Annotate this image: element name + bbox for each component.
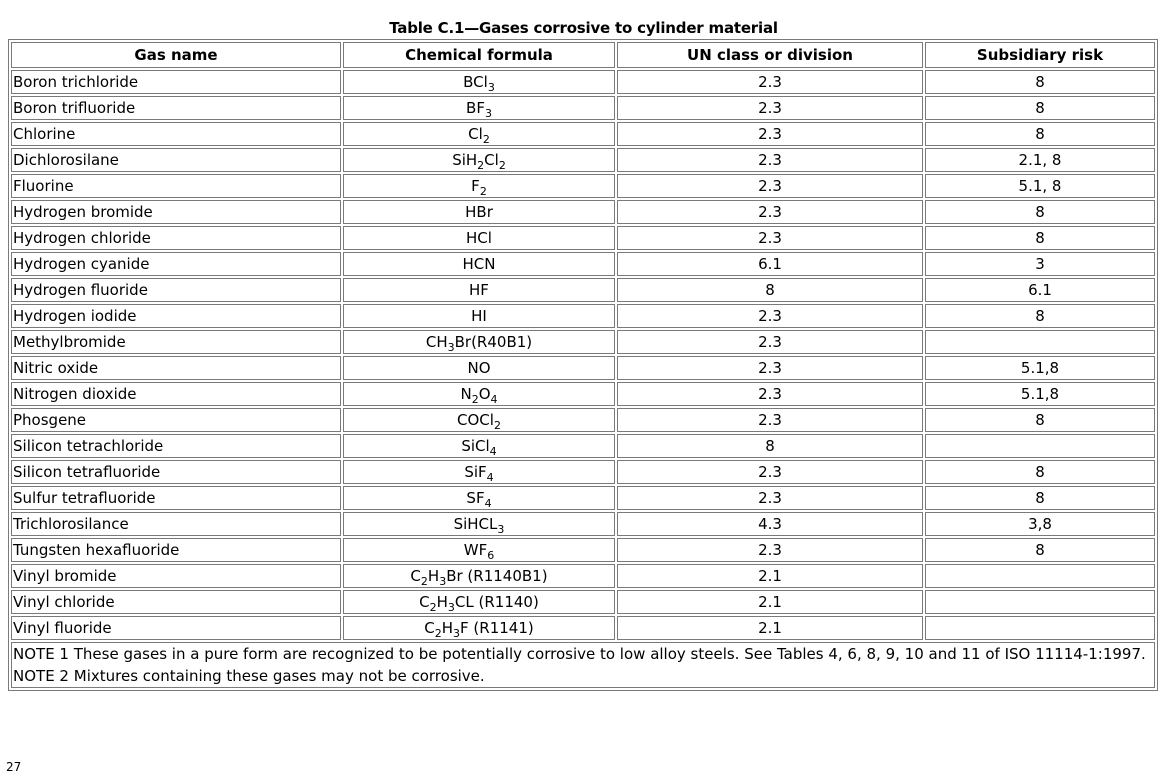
chemical-formula-cell — [343, 590, 615, 614]
formula-subscript: 2 — [477, 159, 485, 172]
formula-text: SiH — [452, 151, 478, 169]
gas-name-cell: Trichlorosilance — [11, 512, 341, 536]
gas-name-cell: Methylbromide — [11, 330, 341, 354]
table-row — [11, 304, 1155, 328]
formula-text: Br (R1140B1) — [446, 567, 548, 585]
subsidiary-risk-cell — [925, 434, 1155, 458]
un-class-cell: 2.3 — [617, 226, 923, 250]
un-class-cell: 2.3 — [617, 70, 923, 94]
chemical-formula-cell — [343, 616, 615, 640]
formula-text: H — [441, 619, 454, 637]
subsidiary-risk-cell — [925, 330, 1155, 354]
gas-table — [8, 39, 1158, 691]
formula-text: WF — [463, 541, 488, 559]
header-un-class: UN class or division — [617, 42, 923, 68]
table-body — [11, 70, 1155, 640]
gas-name-cell: Chlorine — [11, 122, 341, 146]
subsidiary-risk-cell — [925, 590, 1155, 614]
un-class-cell: 2.1 — [617, 564, 923, 588]
table-row — [11, 434, 1155, 458]
gas-name-cell: Hydrogen chloride — [11, 226, 341, 250]
un-class-cell: 2.3 — [617, 330, 923, 354]
gas-name-cell: Hydrogen cyanide — [11, 252, 341, 276]
gas-name-cell: Nitric oxide — [11, 356, 341, 380]
formula-subscript: 4 — [490, 393, 498, 406]
table-row — [11, 408, 1155, 432]
un-class-cell: 2.3 — [617, 304, 923, 328]
subsidiary-risk-cell: 8 — [925, 122, 1155, 146]
formula-text: SiHCL — [453, 515, 498, 533]
chemical-formula-cell — [343, 512, 615, 536]
chemical-formula-cell — [343, 278, 615, 302]
un-class-cell: 2.3 — [617, 460, 923, 484]
gas-name-cell: Silicon tetrafluoride — [11, 460, 341, 484]
table-row — [11, 538, 1155, 562]
un-class-cell: 4.3 — [617, 512, 923, 536]
formula-text: O — [478, 385, 491, 403]
formula-text: CH — [425, 333, 448, 351]
gas-name-cell: Hydrogen fluoride — [11, 278, 341, 302]
chemical-formula-cell — [343, 486, 615, 510]
chemical-formula-cell — [343, 122, 615, 146]
formula-subscript: 4 — [489, 445, 497, 458]
formula-text: HI — [471, 307, 487, 325]
table-header-row — [11, 42, 1155, 68]
table-row — [11, 174, 1155, 198]
header-gas-name: Gas name — [11, 42, 341, 68]
subsidiary-risk-cell: 8 — [925, 200, 1155, 224]
formula-text: HF — [469, 281, 489, 299]
chemical-formula-cell — [343, 564, 615, 588]
gas-name-cell: Nitrogen dioxide — [11, 382, 341, 406]
gas-name-cell: Boron trichloride — [11, 70, 341, 94]
subsidiary-risk-cell: 5.1,8 — [925, 382, 1155, 406]
formula-subscript: 6 — [487, 549, 495, 562]
formula-subscript: 3 — [439, 575, 447, 588]
subsidiary-risk-cell: 8 — [925, 460, 1155, 484]
un-class-cell: 2.3 — [617, 538, 923, 562]
un-class-cell: 6.1 — [617, 252, 923, 276]
formula-subscript: 2 — [471, 393, 479, 406]
gas-name-cell: Boron trifluoride — [11, 96, 341, 120]
formula-subscript: 2 — [420, 575, 428, 588]
formula-text: HBr — [465, 203, 493, 221]
formula-subscript: 3 — [484, 107, 492, 120]
formula-text: CL (R1140) — [454, 593, 539, 611]
un-class-cell: 2.1 — [617, 590, 923, 614]
formula-text: SiCl — [461, 437, 490, 455]
formula-text: HCl — [466, 229, 492, 247]
table-row — [11, 330, 1155, 354]
gas-name-cell: Silicon tetrachloride — [11, 434, 341, 458]
gas-name-cell: Vinyl chloride — [11, 590, 341, 614]
gas-name-cell: Hydrogen bromide — [11, 200, 341, 224]
formula-subscript: 3 — [497, 523, 505, 536]
chemical-formula-cell — [343, 538, 615, 562]
table-caption: Table C.1—Gases corrosive to cylinder material — [389, 19, 778, 37]
chemical-formula-cell — [343, 304, 615, 328]
table-row — [11, 252, 1155, 276]
formula-text: C — [424, 619, 435, 637]
formula-subscript: 2 — [434, 627, 442, 640]
table-row — [11, 460, 1155, 484]
un-class-cell: 2.3 — [617, 122, 923, 146]
chemical-formula-cell — [343, 200, 615, 224]
un-class-cell: 8 — [617, 434, 923, 458]
formula-text: N — [460, 385, 472, 403]
chemical-formula-cell — [343, 434, 615, 458]
subsidiary-risk-cell: 8 — [925, 70, 1155, 94]
chemical-formula-cell — [343, 330, 615, 354]
gas-name-cell: Phosgene — [11, 408, 341, 432]
chemical-formula-cell — [343, 460, 615, 484]
formula-text: Cl — [468, 125, 483, 143]
table-row — [11, 382, 1155, 406]
formula-subscript: 2 — [479, 185, 487, 198]
subsidiary-risk-cell — [925, 564, 1155, 588]
un-class-cell: 2.3 — [617, 96, 923, 120]
un-class-cell: 2.3 — [617, 174, 923, 198]
un-class-cell: 2.3 — [617, 148, 923, 172]
formula-text: SF — [466, 489, 485, 507]
formula-subscript: 2 — [429, 601, 437, 614]
un-class-cell: 2.3 — [617, 486, 923, 510]
formula-text: SiF — [464, 463, 487, 481]
formula-subscript: 2 — [482, 133, 490, 146]
table-note-row — [11, 642, 1155, 688]
header-chemical-formula: Chemical formula — [343, 42, 615, 68]
formula-text: F — [471, 177, 480, 195]
table-row — [11, 616, 1155, 640]
un-class-cell: 2.1 — [617, 616, 923, 640]
un-class-cell: 8 — [617, 278, 923, 302]
gas-name-cell: Fluorine — [11, 174, 341, 198]
formula-subscript: 2 — [493, 419, 501, 432]
formula-text: H — [427, 567, 440, 585]
table-row — [11, 486, 1155, 510]
gas-name-cell: Hydrogen iodide — [11, 304, 341, 328]
chemical-formula-cell — [343, 174, 615, 198]
table-row — [11, 122, 1155, 146]
subsidiary-risk-cell: 2.1, 8 — [925, 148, 1155, 172]
table-row — [11, 356, 1155, 380]
subsidiary-risk-cell: 5.1,8 — [925, 356, 1155, 380]
table-row — [11, 70, 1155, 94]
subsidiary-risk-cell: 5.1, 8 — [925, 174, 1155, 198]
gas-name-cell: Tungsten hexafluoride — [11, 538, 341, 562]
table-row — [11, 564, 1155, 588]
subsidiary-risk-cell: 8 — [925, 538, 1155, 562]
un-class-cell: 2.3 — [617, 408, 923, 432]
formula-text: COCl — [457, 411, 494, 429]
formula-text: H — [436, 593, 448, 611]
table-row — [11, 226, 1155, 250]
subsidiary-risk-cell: 3,8 — [925, 512, 1155, 536]
subsidiary-risk-cell: 3 — [925, 252, 1155, 276]
formula-text: Cl — [484, 151, 499, 169]
chemical-formula-cell — [343, 96, 615, 120]
formula-subscript: 3 — [447, 601, 455, 614]
formula-subscript: 3 — [447, 341, 455, 354]
header-subsidiary-risk: Subsidiary risk — [925, 42, 1155, 68]
subsidiary-risk-cell: 8 — [925, 304, 1155, 328]
formula-subscript: 4 — [486, 471, 494, 484]
table-row — [11, 148, 1155, 172]
subsidiary-risk-cell: 8 — [925, 226, 1155, 250]
formula-subscript: 4 — [484, 497, 492, 510]
subsidiary-risk-cell — [925, 616, 1155, 640]
table-row — [11, 512, 1155, 536]
formula-text: BCl — [463, 73, 488, 91]
chemical-formula-cell — [343, 70, 615, 94]
gas-name-cell: Vinyl fluoride — [11, 616, 341, 640]
formula-subscript: 2 — [498, 159, 506, 172]
formula-text: Br(R40B1) — [454, 333, 533, 351]
formula-subscript: 3 — [487, 81, 495, 94]
formula-subscript: 3 — [453, 627, 461, 640]
formula-text: F (R1141) — [460, 619, 534, 637]
chemical-formula-cell — [343, 252, 615, 276]
table-row — [11, 200, 1155, 224]
formula-text: BF — [466, 99, 485, 117]
table-row — [11, 278, 1155, 302]
page-number: 27 — [6, 760, 22, 774]
chemical-formula-cell — [343, 226, 615, 250]
chemical-formula-cell — [343, 382, 615, 406]
gas-name-cell: Sulfur tetrafluoride — [11, 486, 341, 510]
un-class-cell: 2.3 — [617, 356, 923, 380]
formula-text: HCN — [462, 255, 496, 273]
note-2: NOTE 2 Mixtures containing these gases may not be corrosive. — [13, 667, 485, 685]
chemical-formula-cell — [343, 356, 615, 380]
un-class-cell: 2.3 — [617, 382, 923, 406]
formula-text: C — [419, 593, 430, 611]
chemical-formula-cell — [343, 148, 615, 172]
gas-name-cell: Vinyl bromide — [11, 564, 341, 588]
formula-text: NO — [467, 359, 491, 377]
formula-text: C — [410, 567, 421, 585]
note-1: NOTE 1 These gases in a pure form are recognized to be potentially corrosive to low alloy steels. See Tables 4, 6, 8, 9, 10 and 11 of ISO 11114-1:1997. — [13, 645, 1146, 663]
chemical-formula-cell — [343, 408, 615, 432]
subsidiary-risk-cell: 8 — [925, 408, 1155, 432]
gas-name-cell: Dichlorosilane — [11, 148, 341, 172]
table-notes — [11, 642, 1155, 688]
table-row — [11, 590, 1155, 614]
subsidiary-risk-cell: 8 — [925, 96, 1155, 120]
subsidiary-risk-cell: 6.1 — [925, 278, 1155, 302]
un-class-cell: 2.3 — [617, 200, 923, 224]
subsidiary-risk-cell: 8 — [925, 486, 1155, 510]
table-row — [11, 96, 1155, 120]
